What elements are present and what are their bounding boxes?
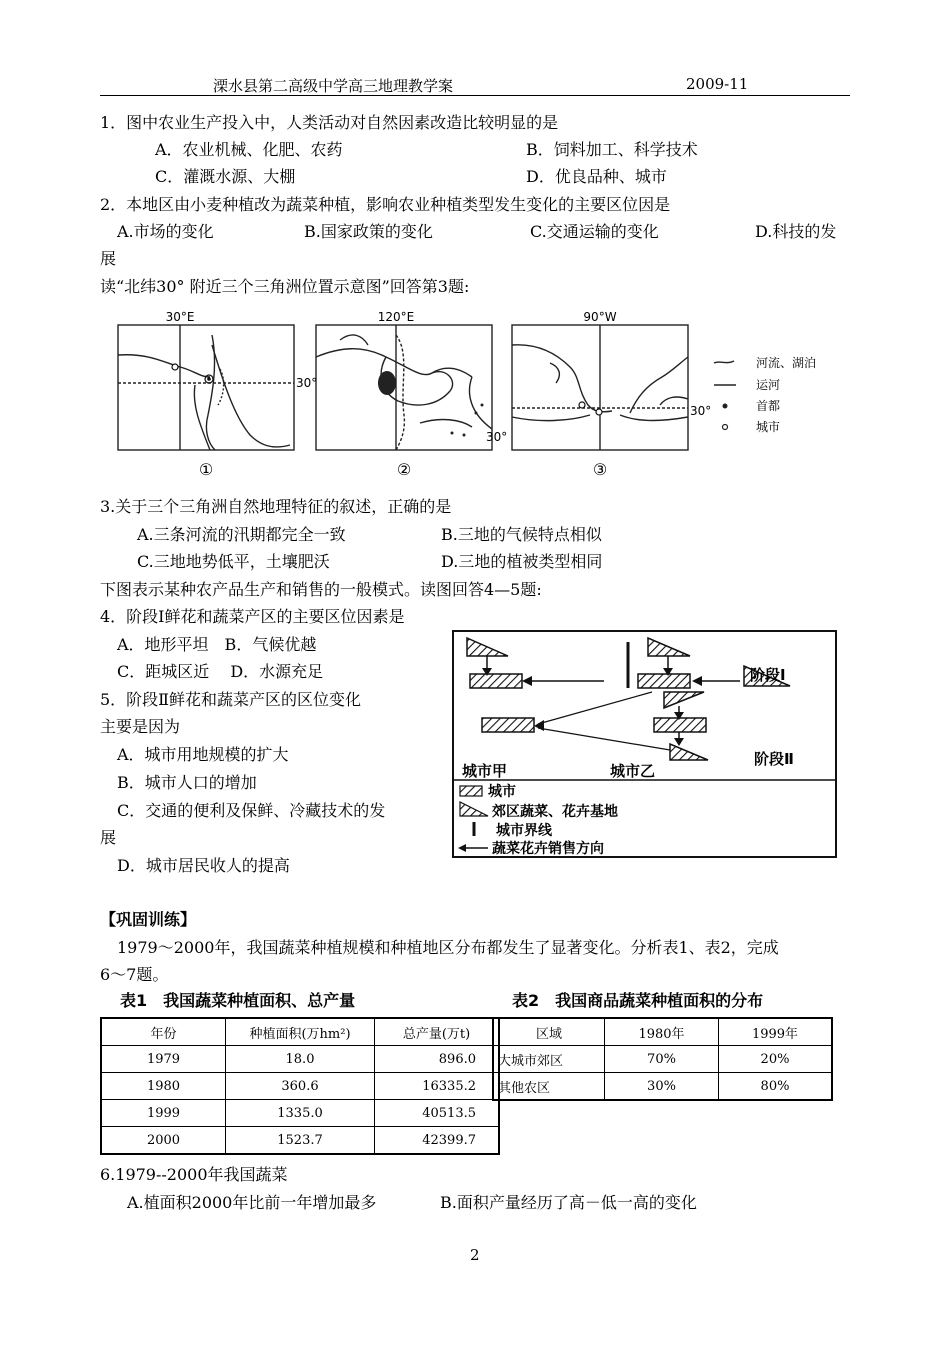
section-intro: 1979～2000年，我国蔬菜种植规模和种植地区分布都发生了显著变化。分析表1、表2，完成 xyxy=(117,938,779,957)
table-row xyxy=(101,1046,499,1073)
table2-cell: 大城市郊区 xyxy=(493,1046,605,1073)
stage1-label: 阶段Ⅰ xyxy=(750,666,786,684)
table1 xyxy=(100,1017,500,1155)
table2-cell: 80% xyxy=(719,1073,833,1101)
q1-option-a: A．农业机械、化肥、农药 xyxy=(155,140,343,159)
stage2-label: 阶段Ⅱ xyxy=(754,750,794,768)
q5-option-c: C．交通的便利及保鲜、冷藏技术的发 xyxy=(117,801,386,820)
table1-cell: 16335.2 xyxy=(375,1073,500,1100)
table1-header: 种植面积(万hm²) xyxy=(226,1018,375,1046)
q6-stem: 6.1979--2000年我国蔬菜 xyxy=(100,1165,288,1184)
legend-base-text: 郊区蔬菜、花卉基地 xyxy=(492,804,618,820)
legend-capital-symbol xyxy=(723,404,728,409)
map3-lon-label: 90°W xyxy=(583,310,617,324)
table2 xyxy=(492,1017,833,1101)
map2-lat-label: 30° xyxy=(486,430,508,444)
q6-option-a: A.植面积2000年比前一年增加最多 xyxy=(127,1193,377,1212)
table1-cell: 1980 xyxy=(101,1073,226,1100)
table-row xyxy=(493,1073,832,1101)
table-row xyxy=(493,1046,832,1073)
header-title: 溧水县第二高级中学高三地理教学案 xyxy=(213,77,454,95)
intro-q4-5: 下图表示某种农产品生产和销售的一般模式。读图回答4—5题: xyxy=(100,580,542,599)
q2-stem: 2．本地区由小麦种植改为蔬菜种植，影响农业种植类型发生变化的主要区位因是 xyxy=(100,195,671,214)
table2-cell: 70% xyxy=(605,1046,719,1073)
table1-cell: 2000 xyxy=(101,1127,226,1155)
table1-header-row xyxy=(101,1018,499,1046)
map1-lon-label: 30°E xyxy=(165,310,195,324)
page-number: 2 xyxy=(470,1246,480,1264)
table1-cell: 18.0 xyxy=(226,1046,375,1073)
map1-number: ① xyxy=(198,460,214,479)
table2-cell: 其他农区 xyxy=(493,1073,605,1101)
table2-header-row xyxy=(493,1018,832,1046)
legend-river-label: 河流、湖泊 xyxy=(756,356,817,370)
q1-stem: 1．图中农业生产投入中，人类活动对自然因素改造比较明显的是 xyxy=(100,113,559,132)
legend-city-swatch xyxy=(460,786,482,796)
q6-option-b: B.面积产量经历了高－低一高的变化 xyxy=(440,1193,697,1212)
city-b-label: 城市乙 xyxy=(610,762,656,780)
q5-stem-cont: 主要是因为 xyxy=(100,717,181,736)
q3-option-a: A.三条河流的汛期都完全一致 xyxy=(137,525,346,544)
map3-lat-label: 30° xyxy=(690,404,712,418)
map1-lat-label: 30° xyxy=(296,376,318,390)
table2-cell: 20% xyxy=(719,1046,833,1073)
legend-canal-label: 运河 xyxy=(756,378,781,392)
q2-option-c: C.交通运输的变化 xyxy=(530,222,659,241)
map2-number: ② xyxy=(396,460,412,479)
table-row xyxy=(101,1127,499,1155)
map2-lon-label: 120°E xyxy=(377,310,415,324)
q4-options-cd: C．距城区近 D．水源充足 xyxy=(117,662,324,681)
q2-option-a: A.市场的变化 xyxy=(117,222,214,241)
q5-option-a: A．城市用地规模的扩大 xyxy=(117,745,289,764)
vegetable-production-diagram xyxy=(452,630,837,858)
table2-header: 1999年 xyxy=(719,1018,833,1046)
q4-options-ab: A．地形平坦 B．气候优越 xyxy=(117,635,317,654)
legend-city-text: 城市 xyxy=(488,784,516,800)
q3-option-b: B.三地的气候特点相似 xyxy=(441,525,602,544)
table1-cell: 1979 xyxy=(101,1046,226,1073)
q1-option-d: D．优良品种、城市 xyxy=(526,167,667,186)
table1-cell: 360.6 xyxy=(226,1073,375,1100)
q4-stem: 4．阶段Ⅰ鲜花和蔬菜产区的主要区位因素是 xyxy=(100,607,405,626)
q3-stem: 3.关于三个三角洲自然地理特征的叙述，正确的是 xyxy=(100,497,452,516)
table2-cell: 30% xyxy=(605,1073,719,1101)
q5-option-b: B．城市人口的增加 xyxy=(117,773,257,792)
legend-border-text: 城市界线 xyxy=(496,823,552,839)
q3-option-d: D.三地的植被类型相同 xyxy=(441,552,603,571)
table1-header: 总产量(万t) xyxy=(375,1018,500,1046)
table1-header: 年份 xyxy=(101,1018,226,1046)
section-title: 【巩固训练】 xyxy=(100,910,197,929)
legend-city-label: 城市 xyxy=(756,420,781,434)
legend-direction-text: 蔬菜花卉销售方向 xyxy=(492,841,604,857)
table1-cell: 1999 xyxy=(101,1100,226,1127)
q3-option-c: C.三地地势低平，土壤肥沃 xyxy=(137,552,330,571)
table2-header: 1980年 xyxy=(605,1018,719,1046)
table1-cell: 1335.0 xyxy=(226,1100,375,1127)
q2-option-d-cont: 展 xyxy=(100,249,117,268)
legend-base-swatch xyxy=(460,802,488,816)
legend-capital-label: 首都 xyxy=(756,399,781,413)
table2-header: 区域 xyxy=(493,1018,605,1046)
table-row xyxy=(101,1100,499,1127)
legend-city-symbol xyxy=(723,425,728,430)
table1-cell: 42399.7 xyxy=(375,1127,500,1155)
table1-caption: 表1 我国蔬菜种植面积、总产量 xyxy=(120,991,356,1010)
table-row xyxy=(101,1073,499,1100)
section-intro-cont: 6～7题。 xyxy=(100,965,169,984)
table2-caption: 表2 我国商品蔬菜种植面积的分布 xyxy=(512,991,764,1010)
read-maps-instruction: 读“北纬30° 附近三个三角洲位置示意图”回答第3题: xyxy=(100,277,470,296)
table1-cell: 1523.7 xyxy=(226,1127,375,1155)
q2-option-b: B.国家政策的变化 xyxy=(304,222,433,241)
table1-cell: 40513.5 xyxy=(375,1100,500,1127)
table1-cell: 896.0 xyxy=(375,1046,500,1073)
city-a-label: 城市甲 xyxy=(462,762,508,780)
header-date: 2009-11 xyxy=(686,75,749,93)
header-rule xyxy=(100,95,850,96)
legend-river-symbol xyxy=(714,361,734,363)
q5-option-d: D．城市居民收人的提高 xyxy=(117,856,290,875)
q2-option-d: D.科技的发 xyxy=(755,222,837,241)
q1-option-c: C．灌溉水源、大棚 xyxy=(155,167,296,186)
q5-option-c-cont: 展 xyxy=(100,828,117,847)
q5-stem: 5．阶段Ⅱ鲜花和蔬菜产区的区位变化 xyxy=(100,690,362,709)
map3-number: ③ xyxy=(592,460,608,479)
delta-maps-figure xyxy=(100,305,850,485)
q1-option-b: B．饲料加工、科学技术 xyxy=(526,140,698,159)
